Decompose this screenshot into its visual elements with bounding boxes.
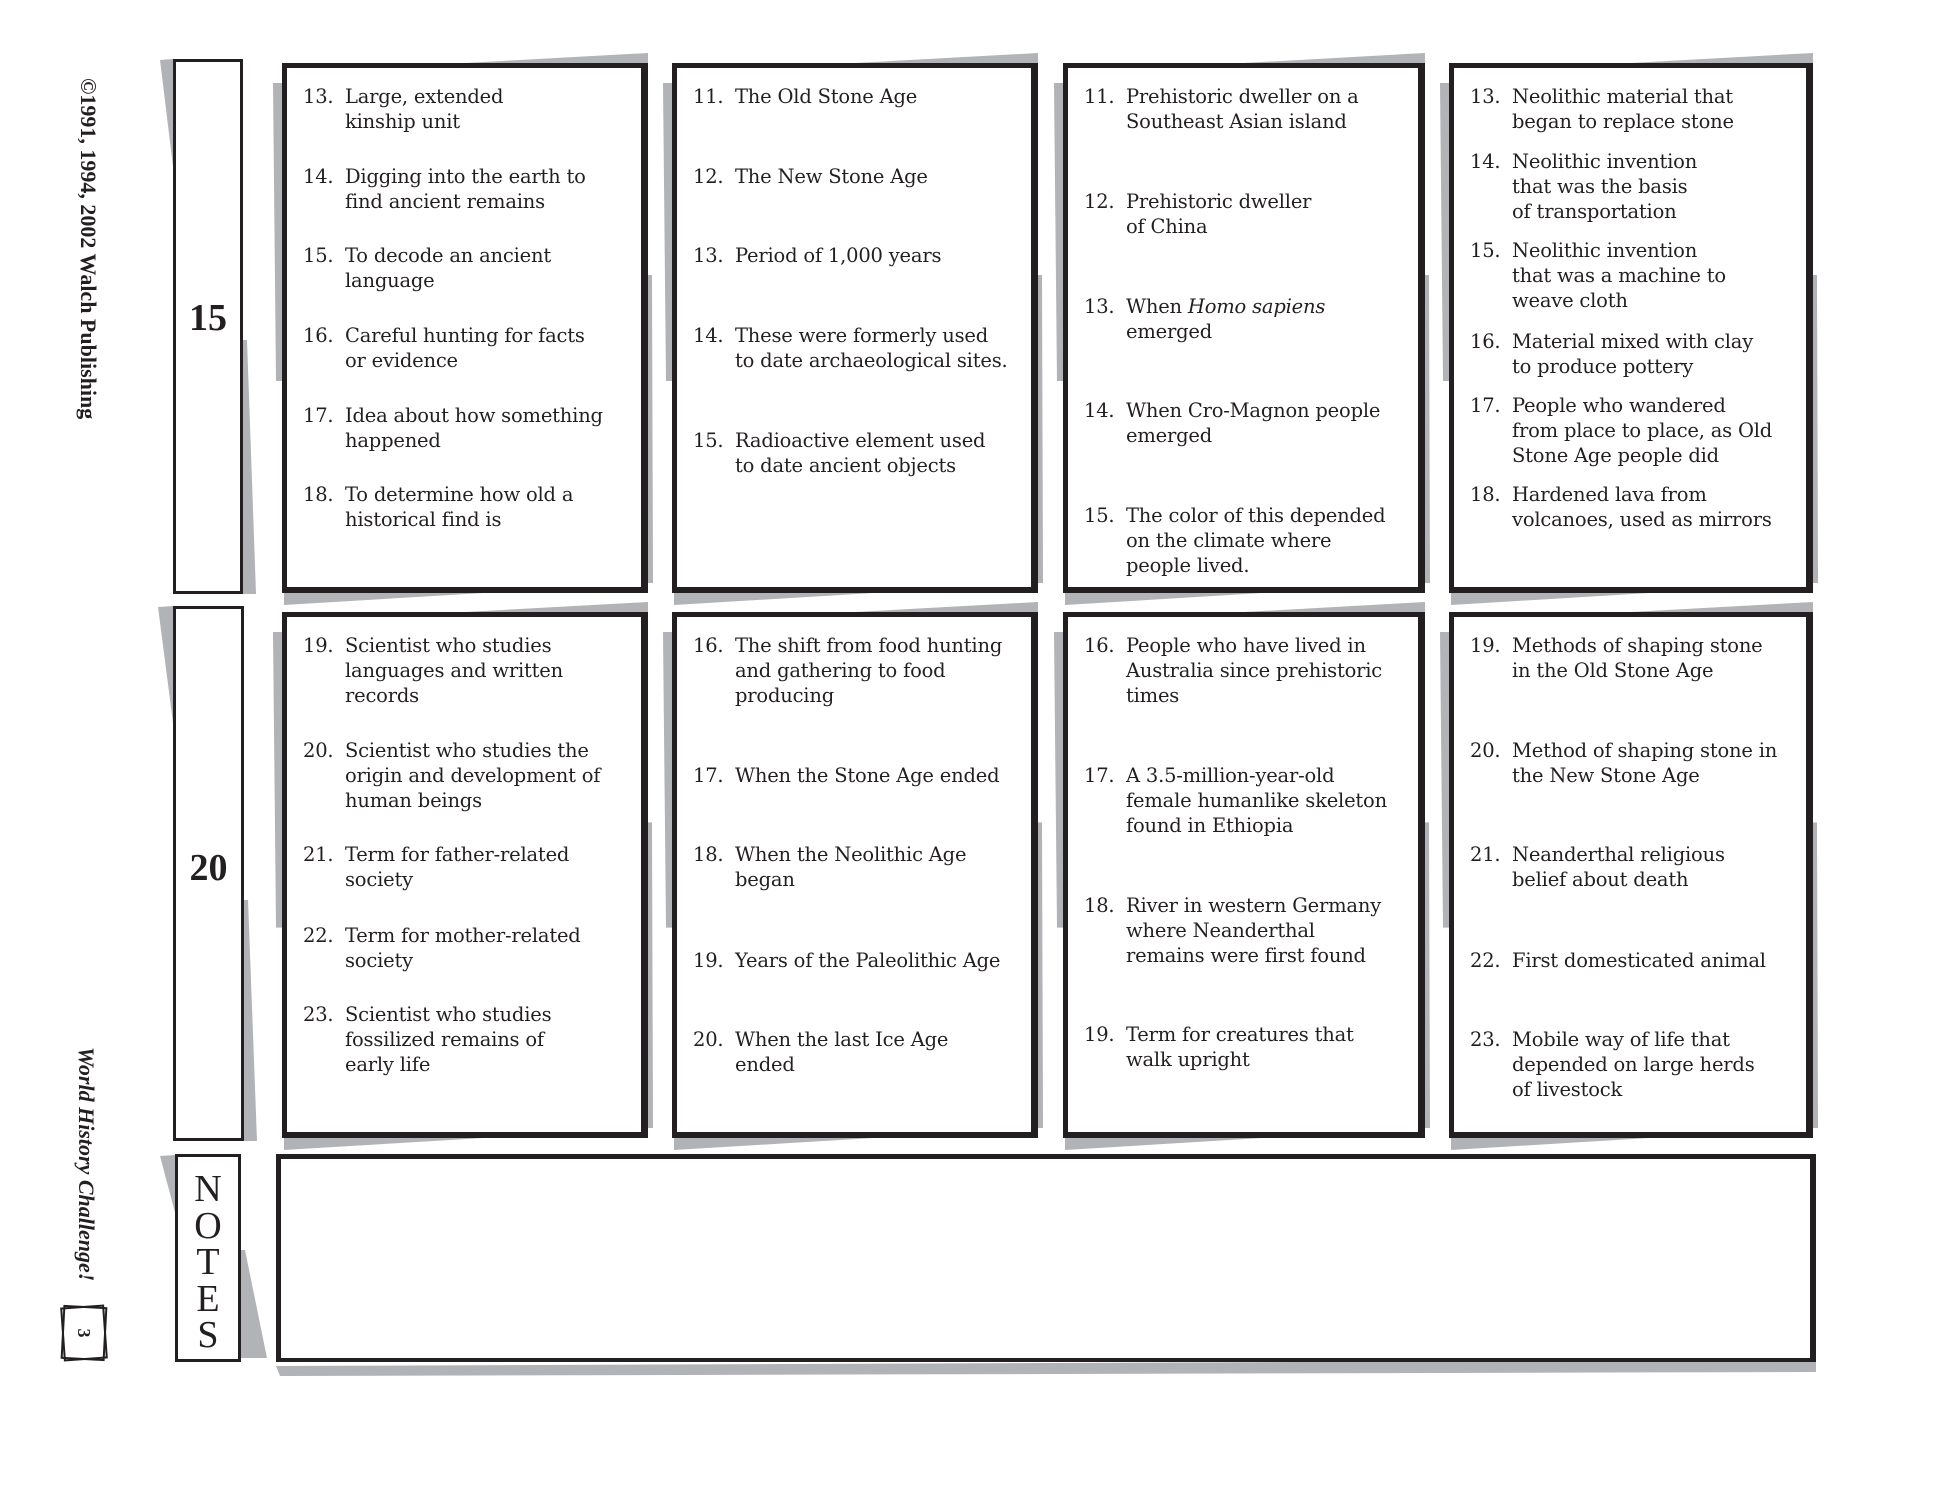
question-text: The shift from food hunting and gathering to food producing bbox=[735, 634, 1003, 707]
question-text: Prehistoric dweller on a Southeast Asian island bbox=[1126, 85, 1359, 133]
question-number: 14. bbox=[1470, 150, 1501, 173]
question-number: 14. bbox=[693, 324, 724, 347]
question-text: Radioactive element used to date ancient objects bbox=[735, 429, 986, 477]
question-text: Large, extended kinship unit bbox=[345, 85, 504, 133]
question-number: 12. bbox=[693, 165, 724, 188]
question-text: To decode an ancient language bbox=[345, 244, 551, 292]
question-text: When the Stone Age ended bbox=[735, 764, 1000, 787]
question-text: Methods of shaping stone in the Old Stone Age bbox=[1512, 634, 1763, 682]
question-number: 20. bbox=[303, 739, 334, 762]
question-text: Material mixed with clay to produce pottery bbox=[1512, 330, 1754, 378]
question-number: 15. bbox=[303, 244, 334, 267]
question-text: These were formerly used to date archaeological sites. bbox=[735, 324, 1008, 372]
question-number: 16. bbox=[1470, 330, 1501, 353]
notes-panel[interactable] bbox=[276, 1154, 1816, 1362]
question-number: 18. bbox=[1084, 894, 1115, 917]
question-text: When Cro-Magnon people emerged bbox=[1126, 399, 1381, 447]
notes-letter: O bbox=[194, 1204, 222, 1247]
question-number: 20. bbox=[693, 1028, 724, 1051]
question-text: Term for mother-related society bbox=[345, 924, 581, 972]
question-text: Neanderthal religious belief about death bbox=[1512, 843, 1725, 891]
question-number: 13. bbox=[693, 244, 724, 267]
question-number: 13. bbox=[1084, 295, 1115, 318]
question-text: People who have lived in Australia since prehistoric times bbox=[1126, 634, 1382, 707]
page-number: 3 bbox=[74, 1328, 95, 1338]
question-text: Mobile way of life that depended on large herds of livestock bbox=[1512, 1028, 1755, 1101]
question-text: When Homo sapiens emerged bbox=[1126, 295, 1326, 343]
question-text: River in western Germany where Neanderthal remains were first found bbox=[1126, 894, 1382, 967]
question-text: The New Stone Age bbox=[735, 165, 928, 188]
question-text: Careful hunting for facts or evidence bbox=[345, 324, 585, 372]
notes-letter: E bbox=[196, 1277, 220, 1320]
question-number: 18. bbox=[303, 483, 334, 506]
question-text: When the last Ice Age ended bbox=[735, 1028, 949, 1076]
question-number: 12. bbox=[1084, 190, 1115, 213]
question-text: Scientist who studies languages and written records bbox=[345, 634, 564, 707]
question-number: 19. bbox=[303, 634, 334, 657]
question-number: 18. bbox=[1470, 483, 1501, 506]
question-text: First domesticated animal bbox=[1512, 949, 1766, 972]
points-label-20: 20 bbox=[189, 847, 228, 889]
question-text: Neolithic invention that was a machine to weave cloth bbox=[1512, 239, 1726, 312]
question-text: Digging into the earth to find ancient remains bbox=[345, 165, 586, 213]
question-text: A 3.5-million-year-old female humanlike skeleton found in Ethiopia bbox=[1126, 764, 1387, 837]
question-text: The color of this depended on the climate where people lived. bbox=[1126, 504, 1386, 577]
copyright-notice: ©1991, 1994, 2002 Walch Publishing bbox=[76, 78, 101, 420]
question-number: 23. bbox=[1470, 1028, 1501, 1051]
question-number: 15. bbox=[693, 429, 724, 452]
question-number: 15. bbox=[1084, 504, 1115, 527]
notes-letter: T bbox=[196, 1241, 220, 1283]
question-text: Scientist who studies fossilized remains of early life bbox=[345, 1003, 552, 1076]
question-number: 22. bbox=[303, 924, 334, 947]
question-number: 15. bbox=[1470, 239, 1501, 262]
question-number: 18. bbox=[693, 843, 724, 866]
question-text: Period of 1,000 years bbox=[735, 244, 942, 267]
question-number: 21. bbox=[303, 843, 334, 866]
book-title: World History Challenge! bbox=[74, 1047, 99, 1282]
question-number: 19. bbox=[693, 949, 724, 972]
question-number: 16. bbox=[303, 324, 334, 347]
question-number: 20. bbox=[1470, 739, 1501, 762]
question-text: To determine how old a historical find is bbox=[345, 483, 574, 531]
points-label-15: 15 bbox=[189, 297, 227, 339]
question-text: Years of the Paleolithic Age bbox=[735, 949, 1001, 972]
question-text: The Old Stone Age bbox=[735, 85, 918, 108]
question-number: 19. bbox=[1470, 634, 1501, 657]
question-text: When the Neolithic Age began bbox=[735, 843, 967, 891]
question-number: 17. bbox=[1084, 764, 1115, 787]
question-number: 13. bbox=[1470, 85, 1501, 108]
question-number: 14. bbox=[1084, 399, 1115, 422]
question-number: 14. bbox=[303, 165, 334, 188]
question-text: Neolithic invention that was the basis of transportation bbox=[1512, 150, 1698, 223]
question-text: Method of shaping stone in the New Stone Age bbox=[1512, 739, 1778, 787]
question-text: Idea about how something happened bbox=[345, 404, 603, 452]
question-number: 22. bbox=[1470, 949, 1501, 972]
question-text: Term for father-related society bbox=[345, 843, 570, 891]
question-text: People who wandered from place to place, as Old Stone Age people did bbox=[1512, 394, 1773, 467]
question-text: Hardened lava from volcanoes, used as mirrors bbox=[1512, 483, 1772, 531]
question-number: 11. bbox=[1084, 85, 1115, 108]
question-number: 11. bbox=[693, 85, 724, 108]
question-text: Scientist who studies the origin and development of human beings bbox=[345, 739, 601, 812]
question-number: 19. bbox=[1084, 1023, 1115, 1046]
question-number: 17. bbox=[1470, 394, 1501, 417]
question-text: Neolithic material that began to replace stone bbox=[1512, 85, 1734, 133]
notes-letter: N bbox=[194, 1168, 222, 1210]
question-number: 17. bbox=[303, 404, 334, 427]
question-number: 16. bbox=[1084, 634, 1115, 657]
question-number: 13. bbox=[303, 85, 334, 108]
question-text: Prehistoric dweller of China bbox=[1126, 190, 1312, 238]
question-number: 23. bbox=[303, 1003, 334, 1026]
question-number: 21. bbox=[1470, 843, 1501, 866]
notes-letter: S bbox=[197, 1314, 219, 1356]
question-number: 17. bbox=[693, 764, 724, 787]
question-number: 16. bbox=[693, 634, 724, 657]
question-text: Term for creatures that walk upright bbox=[1126, 1023, 1354, 1071]
